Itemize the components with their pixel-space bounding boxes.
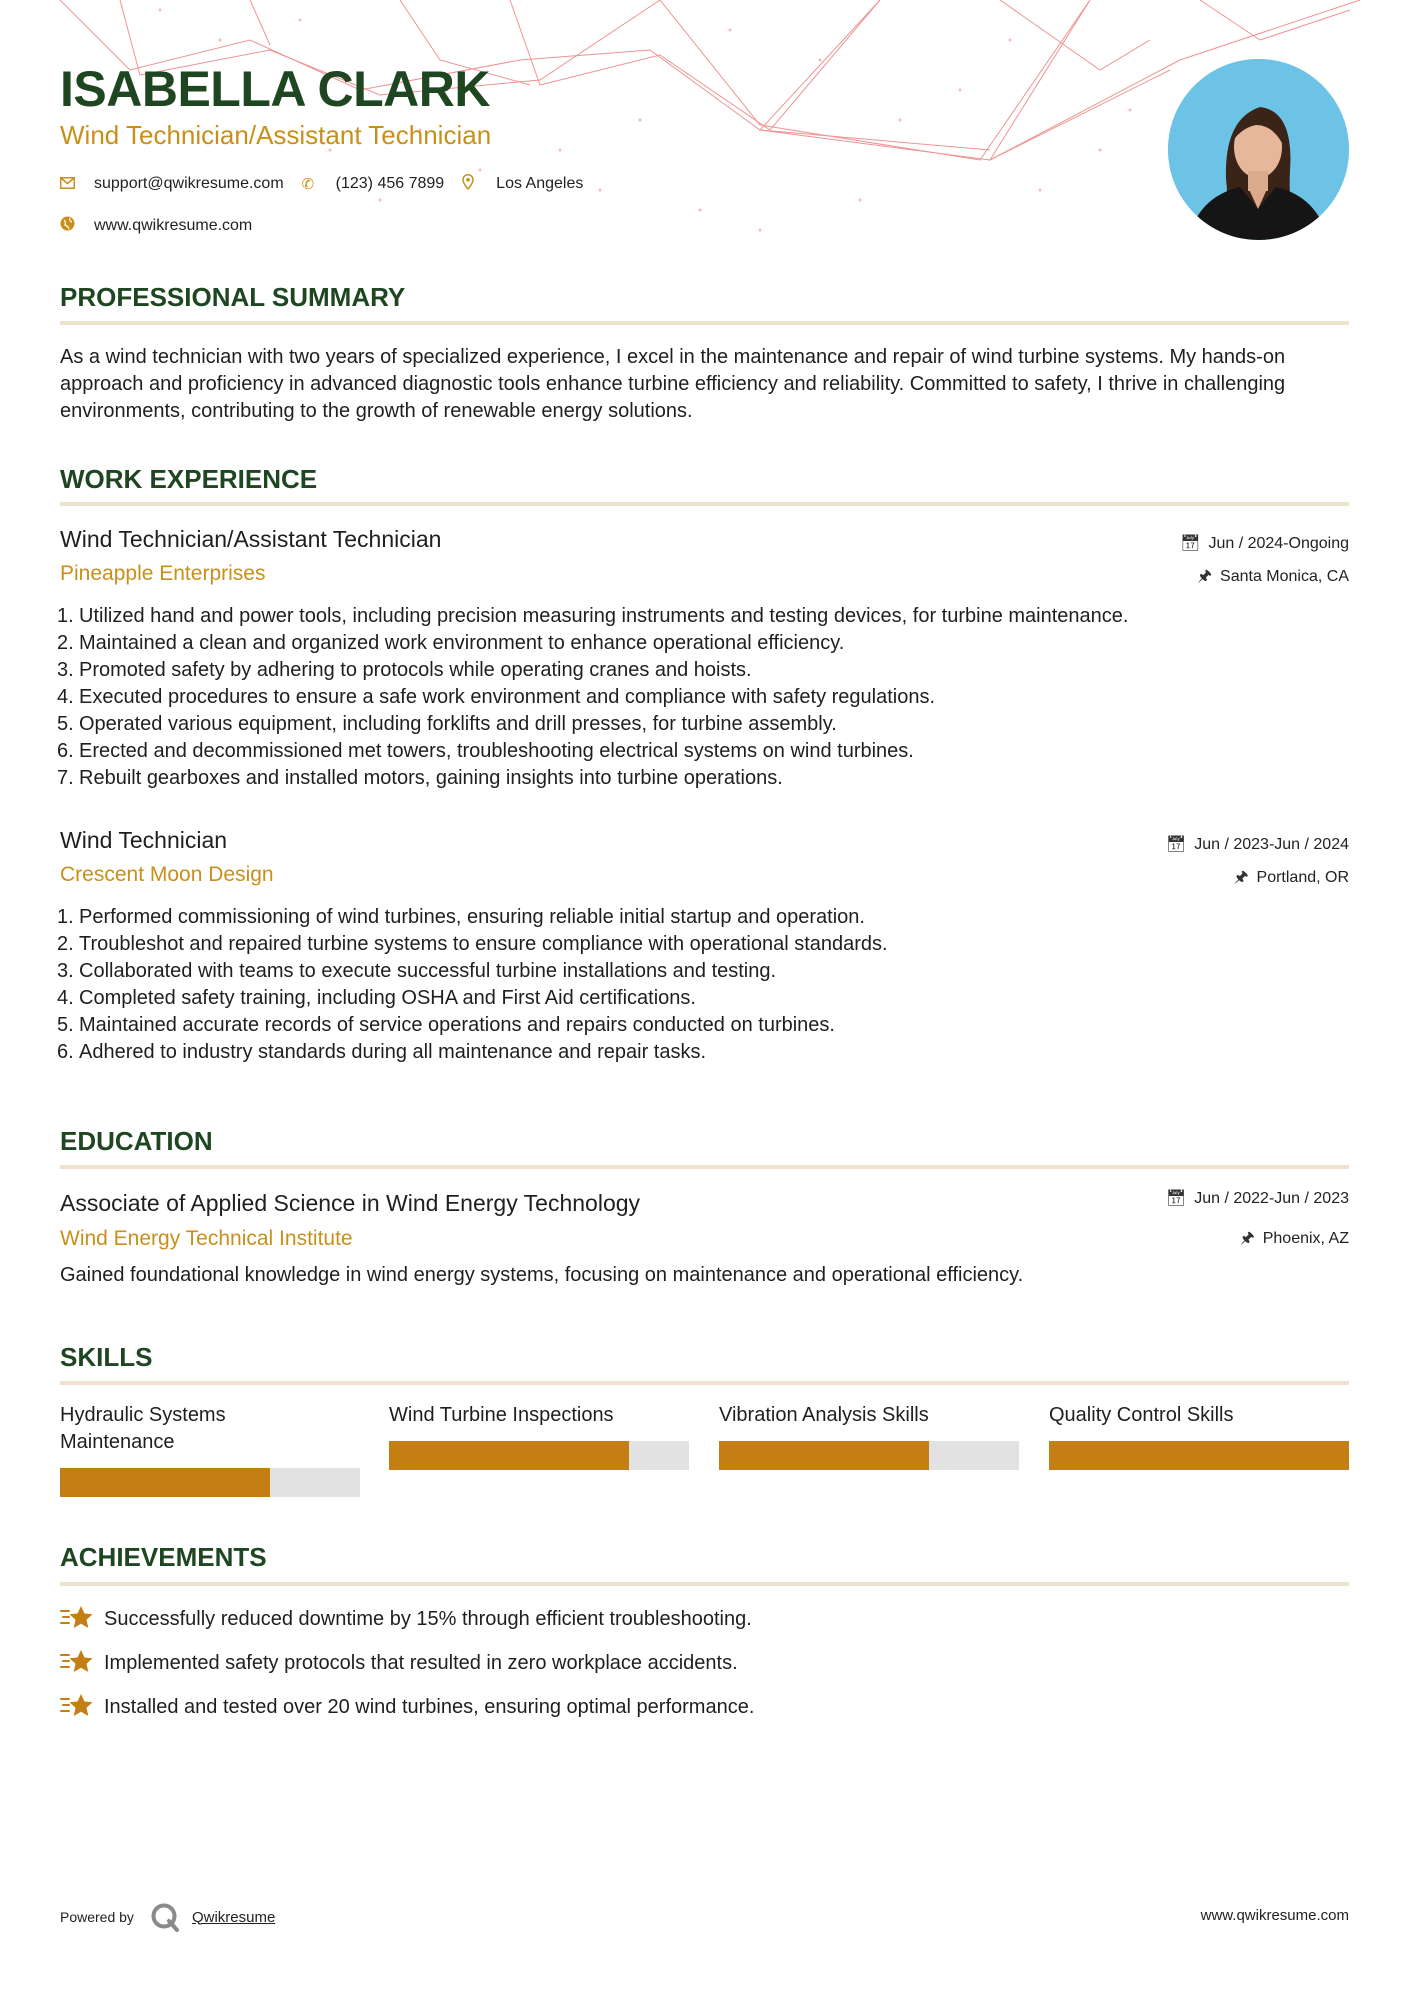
skill-item [1049, 1402, 1349, 1494]
achievement-item [60, 1604, 752, 1634]
contact-location [462, 174, 583, 194]
job-title: Wind Technician [60, 827, 228, 853]
contact-row-2 [60, 216, 270, 235]
job-location [1197, 565, 1349, 592]
footer-brand-link[interactable]: Qwikresume [191, 1908, 276, 1926]
list-item: 2. Troubleshot and repaired turbine systems to ensure compliance with operational standards. [57, 933, 888, 955]
candidate-name: ISABELLA CLARK [60, 61, 491, 117]
achievement-item [60, 1692, 754, 1722]
skill-bar-fill [1049, 1441, 1349, 1470]
skill-name: Vibration Analysis Skills [719, 1404, 929, 1426]
envelope-icon [60, 176, 94, 193]
skill-name: Quality Control Skills [1049, 1404, 1234, 1426]
contact-email[interactable] [60, 175, 284, 193]
skill-bar-fill [60, 1468, 270, 1497]
list-item: 3. Collaborated with teams to execute successful turbine installations and testing. [57, 960, 777, 982]
list-item: 1. Utilized hand and power tools, including precision measuring instruments and testing devices, for turbine maintenance. [57, 605, 1129, 627]
education-description: Gained foundational knowledge in wind energy systems, focusing on maintenance and operational efficiency. [60, 1264, 1024, 1286]
job-location-text: Portland, OR [1256, 869, 1349, 886]
job-dates-text: Jun / 2023-Jun / 2024 [1194, 836, 1349, 853]
school-name: Wind Energy Technical Institute [60, 1227, 353, 1250]
calendar-icon: 📅︎ [1165, 1190, 1187, 1207]
skill-name: Hydraulic Systems Maintenance [60, 1404, 226, 1453]
skill-name: Wind Turbine Inspections [389, 1404, 614, 1426]
phone-text: (123) 456 7899 [335, 175, 445, 192]
education-location-text: Phoenix, AZ [1262, 1230, 1349, 1247]
powered-by-label: Powered by [60, 1909, 134, 1925]
skill-bar [389, 1441, 689, 1470]
education-dates [1166, 1188, 1349, 1208]
list-item: 5. Maintained accurate records of service operations and repairs conducted on turbines. [57, 1014, 835, 1036]
list-item: 3. Promoted safety by adhering to protocols while operating cranes and hoists. [57, 659, 752, 681]
footer-website[interactable]: www.qwikresume.com [1200, 1907, 1349, 1924]
calendar-icon: 📅︎ [1180, 535, 1201, 552]
skill-item [389, 1402, 689, 1494]
job-title: Wind Technician/Assistant Technician [60, 526, 442, 552]
list-item: 5. Operated various equipment, including forklifts and drill presses, for turbine assembly. [57, 713, 837, 735]
skill-bar [719, 1441, 1019, 1470]
list-item: 2. Maintained a clean and organized work environment to enhance operational efficiency. [57, 632, 845, 654]
qwikresume-logo-icon [150, 1902, 180, 1932]
experience-divider [60, 502, 1349, 506]
skill-bar-fill [389, 1441, 629, 1470]
pushpin-icon: 🖈︎ [1233, 869, 1249, 886]
location-text: Los Angeles [496, 175, 584, 192]
map-pin-icon [462, 174, 496, 194]
education-divider [60, 1165, 1349, 1169]
skill-bar-fill [719, 1441, 929, 1470]
skill-bar [1049, 1441, 1349, 1470]
skills-divider [60, 1381, 1349, 1385]
skills-heading: SKILLS [60, 1342, 153, 1372]
website-text: www.qwikresume.com [94, 216, 253, 234]
candidate-title: Wind Technician/Assistant Technician [60, 120, 492, 150]
job-location-text: Santa Monica, CA [1220, 568, 1349, 585]
job-dates-text: Jun / 2024-Ongoing [1208, 535, 1349, 552]
education-location [1240, 1227, 1349, 1254]
education-heading: EDUCATION [60, 1126, 213, 1156]
list-item: 1. Performed commissioning of wind turbines, ensuring reliable initial startup and operation. [57, 906, 865, 928]
skill-item [719, 1402, 1019, 1494]
calendar-icon: 📅︎ [1165, 836, 1187, 853]
list-item: 6. Adhered to industry standards during all maintenance and repair tasks. [57, 1041, 707, 1063]
achievement-text: Installed and tested over 20 wind turbines, ensuring optimal performance. [104, 1695, 755, 1718]
experience-heading: WORK EXPERIENCE [60, 464, 318, 494]
education-dates-text: Jun / 2022-Jun / 2023 [1194, 1190, 1349, 1207]
list-item: 4. Executed procedures to ensure a safe work environment and compliance with safety regulations. [57, 686, 936, 708]
pushpin-icon: 🖈︎ [1197, 568, 1213, 585]
summary-heading: PROFESSIONAL SUMMARY [60, 282, 406, 312]
summary-divider [60, 321, 1349, 325]
star-icon [60, 1604, 104, 1634]
job-dates [1166, 834, 1349, 854]
contact-row [60, 174, 601, 194]
star-icon [60, 1648, 104, 1678]
achievement-text: Implemented safety protocols that resulted in zero workplace accidents. [104, 1651, 738, 1674]
achievements-divider [60, 1582, 1349, 1586]
achievement-item [60, 1648, 738, 1678]
contact-website[interactable] [60, 216, 252, 235]
list-item: 6. Erected and decommissioned met towers, troubleshooting electrical systems on wind turbines. [57, 740, 914, 762]
degree-title: Associate of Applied Science in Wind Energy Technology [60, 1190, 641, 1216]
summary-text: As a wind technician with two years of specialized experience, I excel in the maintenance and repair of wind turbine systems. My hands-on approach and proficiency in advanced diagnostic tools enhance turbine efficiency and reliability. Committed to safety, I thrive in challenging environments, contributing to the growth of renewable energy solutions. [60, 346, 1286, 422]
profile-photo [1168, 59, 1349, 240]
job-bullets [57, 603, 1347, 792]
achievement-text: Successfully reduced downtime by 15% through efficient troubleshooting. [104, 1607, 752, 1630]
achievements-heading: ACHIEVEMENTS [60, 1542, 267, 1572]
list-item: 4. Completed safety training, including OSHA and First Aid certifications. [57, 987, 696, 1009]
skill-bar [60, 1468, 360, 1497]
footer-powered-by [60, 1902, 275, 1932]
job-company: Pineapple Enterprises [60, 562, 266, 585]
job-dates [1180, 533, 1349, 553]
job-company: Crescent Moon Design [60, 863, 274, 886]
job-location [1234, 866, 1349, 893]
skill-item [60, 1402, 360, 1494]
list-item: 7. Rebuilt gearboxes and installed motors, gaining insights into turbine operations. [57, 767, 783, 789]
email-text: support@qwikresume.com [94, 175, 284, 192]
pushpin-icon: 🖈︎ [1239, 1230, 1255, 1247]
star-icon [60, 1692, 104, 1722]
job-bullets [57, 904, 1347, 1066]
globe-icon [60, 216, 94, 235]
contact-phone[interactable] [302, 175, 445, 193]
avatar [1168, 59, 1349, 240]
phone-icon: ✆ [301, 176, 315, 193]
